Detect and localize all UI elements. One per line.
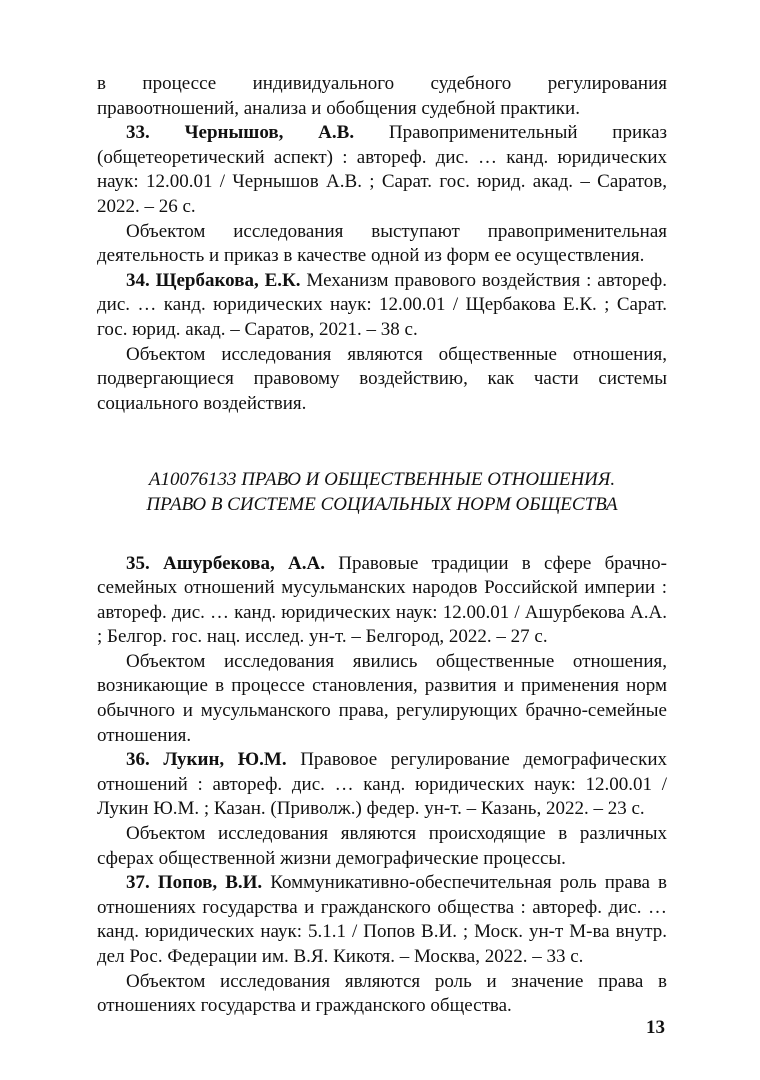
entry-35-citation [97, 552, 667, 650]
entry-35-citation-text: Правовые традиции в сфере брачно-семейных отношений мусульманских народов Российской империи : автореф. дис. … канд. юридических наук: 12.00.01 / Ашурбекова А.А. ; Белгор. гос. нац. исслед. ун-т. – Белгород, 2022. – 27 с. [97, 552, 667, 648]
entry-34-annotation: Объектом исследования являются общественные отношения, подвергающиеся правовому воздействию, как части системы социального воздействия. [97, 343, 667, 414]
entry-34-number: 34. [126, 269, 150, 291]
entry-34-citation [97, 269, 667, 343]
entry-36-citation-text: Правовое регулирование демографических отношений : автореф. дис. … канд. юридических наук: 12.00.01 / Лукин Ю.М. ; Казан. (Приволж.) федер. ун-т. – Казань, 2022. – 23 с. [97, 749, 667, 820]
entry-37-author: Попов, В.И. [157, 872, 263, 894]
entry-33-citation-text: Правоприменительный приказ (общетеоретический аспект) : автореф. дис. … канд. юридических наук: 12.00.01 / Чернышов А.В. ; Сарат. гос. юрид. акад. – Саратов, 2022. – 26 с. [97, 122, 668, 217]
section-heading [97, 468, 667, 517]
entry-35-number: 35. [126, 552, 150, 574]
entry-33-author: Чернышов, А.В. [184, 122, 355, 144]
entry-33-annotation: Объектом исследования выступают правоприменительная деятельность и приказ в качестве одной из форм ее осуществления. [97, 220, 667, 267]
entry-35-author: Ашурбекова, А.А. [163, 552, 325, 574]
entry-33-citation [97, 121, 667, 219]
entry-37-citation [97, 871, 667, 969]
entry-36-number: 36. [126, 749, 150, 771]
entry-36-author: Лукин, Ю.М. [163, 749, 287, 771]
entry-36-citation [97, 748, 667, 822]
entry-35-annotation: Объектом исследования явились общественные отношения, возникающие в процессе становления, развития и применения норм обычного и мусульманского права, регулирующих брачно-семейные отношения. [97, 650, 667, 746]
section-heading-line-1: А10076133 ПРАВО И ОБЩЕСТВЕННЫЕ ОТНОШЕНИЯ. [148, 469, 616, 491]
entry-37-number: 37. [126, 872, 150, 894]
section-heading-line-2: ПРАВО В СИСТЕМЕ СОЦИАЛЬНЫХ НОРМ ОБЩЕСТВА [146, 493, 618, 515]
document-page [97, 72, 667, 1019]
page-number: 13 [646, 1017, 665, 1038]
entry-34-citation-text: Механизм правового воздействия : автореф. дис. … канд. юридических наук: 12.00.01 / Щербакова Е.К. ; Сарат. гос. юрид. акад. – Саратов, 2021. – 38 с. [97, 269, 667, 340]
entry-37-annotation: Объектом исследования являются роль и значение права в отношениях государства и гражданского общества. [97, 970, 667, 1017]
entry-36-annotation: Объектом исследования являются происходящие в различных сферах общественной жизни демографические процессы. [97, 823, 667, 869]
entry-37-citation-text: Коммуникативно-обеспечительная роль права в отношениях государства и гражданского общества : автореф. дис. … канд. юридических наук: 5.1.1 / Попов В.И. ; Моск. ун-т М-ва внутр. дел Рос. Федерации им. В.Я. Кикотя. – Москва, 2022. – 33 с. [97, 872, 668, 967]
intro-paragraph: в процессе индивидуального судебного регулирования правоотношений, анализа и обобщения судебной практики. [97, 73, 667, 119]
entry-34-author: Щербакова, Е.К. [155, 269, 301, 291]
entry-33-number: 33. [126, 122, 150, 144]
